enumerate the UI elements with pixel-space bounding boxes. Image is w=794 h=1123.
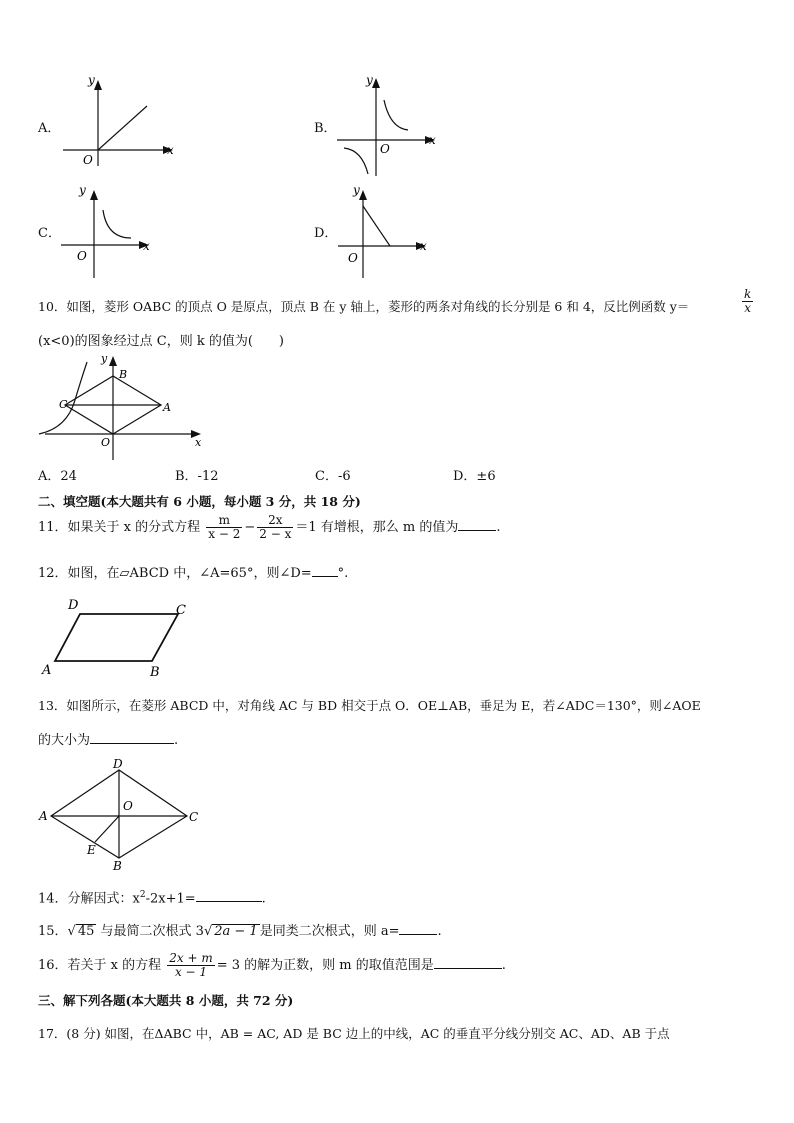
q11-answer-blank[interactable] (458, 518, 496, 531)
section-3-heading: 三、解下列各题(本大题共 8 小题，共 72 分) (38, 993, 294, 1008)
fig-c-label: C (189, 810, 199, 824)
q12 (38, 564, 348, 582)
q13-line2-wrap (38, 731, 178, 749)
q11-f2-num: 2x (257, 514, 293, 528)
q10-choice-d: D．±6 (453, 469, 496, 484)
q12-end: °. (337, 566, 349, 581)
q10-choice-a: A．24 (38, 469, 77, 484)
q13-answer-blank[interactable] (90, 731, 174, 744)
q16-answer-blank[interactable] (434, 956, 502, 969)
option-c-label: C． (38, 226, 61, 241)
q12-text: 12．如图，在▱ABCD 中，∠A=65°，则∠D= (38, 566, 312, 581)
q15-suffix: 是同类二次根式，则 a= (259, 924, 400, 939)
axis-x-label: x (429, 133, 436, 147)
fig-a-label: A (163, 401, 171, 414)
q11-fraction-2 (257, 514, 293, 541)
q16-suffix: = 3 的解为正数，则 m 的取值范围是 (216, 958, 434, 973)
q11-suffix: ＝1 有增根，那么 m 的值为 (295, 520, 459, 535)
sqrt-icon: √ (203, 924, 213, 939)
q16 (38, 952, 506, 979)
q11-f1-num: m (206, 514, 242, 528)
option-b-label: B． (314, 121, 337, 136)
q17-text: 17．(8 分) 如图，在ΔABC 中，AB = AC, AD 是 BC 边上的中线，AC 的垂直平分线分别交 AC、AD、AB 于点 (38, 1026, 670, 1041)
axis-y-label: y (79, 183, 86, 197)
q16-f-den: x − 1 (174, 965, 208, 979)
option-b-graph (332, 70, 447, 180)
q11-f1-den: x − 2 (208, 527, 241, 541)
fig-c-label: C (176, 603, 186, 618)
q10-rhombus-figure (35, 350, 215, 465)
axis-y-label: y (353, 183, 360, 197)
q10-choice-c: C．-6 (315, 469, 351, 484)
fig-d-label: D (113, 757, 123, 771)
fig-o-label: O (123, 799, 133, 813)
q11-end: . (496, 520, 501, 535)
option-d-label: D． (314, 226, 338, 241)
q16-prefix: 16．若关于 x 的方程 (38, 958, 162, 973)
axis-x-label: x (420, 239, 427, 253)
axis-x-label: x (143, 239, 150, 253)
q13-end: . (174, 733, 179, 748)
q12-parallelogram-figure (38, 594, 198, 679)
axis-y-label: y (366, 73, 373, 87)
fig-x-label: x (195, 436, 202, 449)
option-a-graph (55, 70, 185, 170)
fig-e-label: E (87, 843, 96, 857)
origin-label: O (77, 249, 87, 263)
axis-y-label: y (88, 73, 95, 87)
axis-x-label: x (167, 143, 174, 157)
sqrt-icon: √ (67, 924, 76, 939)
q14-answer-blank[interactable] (196, 889, 262, 902)
fig-d-label: D (68, 598, 79, 613)
fig-c-label: C (59, 398, 68, 411)
q11-prefix: 11．如果关于 x 的分式方程 (38, 520, 201, 535)
q10-frac-num: k (744, 287, 752, 301)
q13-rhombus-figure (35, 752, 205, 874)
q16-fraction (167, 952, 214, 979)
option-c-graph (55, 180, 165, 280)
q13-line1: 13．如图所示，在菱形 ABCD 中，对角线 AC 与 BD 相交于点 O．OE⊥AB，垂足为 E，若∠ADC＝130°，则∠AOE (38, 698, 701, 713)
q10-choice-b: B．-12 (175, 469, 219, 484)
q10-fraction (742, 288, 753, 315)
q11-f2-den: 2 − x (259, 527, 292, 541)
fig-a-label: A (42, 663, 52, 678)
q14 (38, 887, 266, 907)
q15-mid: 与最简二次根式 3 (100, 924, 204, 939)
fig-b-label: B (113, 859, 122, 873)
q10-line1: 10．如图，菱形 OABC 的顶点 O 是原点，顶点 B 在 y 轴上，菱形的两条对角线的长分别是 6 和 4，反比例函数 y＝ (38, 299, 690, 314)
origin-label: O (348, 251, 358, 265)
origin-label: O (83, 153, 93, 167)
q13-line2: 的大小为 (38, 733, 91, 748)
q14-end: . (261, 891, 266, 907)
q10-line2: (x<0)的图象经过点 C，则 k 的值为( ) (38, 334, 285, 349)
fig-b-label: B (150, 665, 160, 679)
q15 (38, 922, 442, 940)
section-2-heading: 二、填空题(本大题共有 6 小题，每小题 3 分，共 18 分) (38, 494, 361, 509)
option-a-label: A． (38, 121, 61, 136)
q12-answer-blank[interactable] (312, 564, 338, 577)
fig-a-label: A (39, 809, 48, 823)
option-d-graph (332, 180, 437, 280)
q14-prefix: 14．分解因式：x (38, 891, 140, 907)
q14-sup: 2 (139, 890, 146, 900)
fig-y-label: y (101, 352, 108, 365)
q15-answer-blank[interactable] (399, 922, 437, 935)
q11-minus: − (244, 520, 256, 535)
q14-rest: -2x+1= (145, 891, 196, 907)
q15-rad2: 2a − 1 (214, 924, 258, 939)
origin-label: O (380, 142, 390, 156)
q11 (38, 514, 501, 541)
fig-b-label: B (119, 368, 128, 381)
q15-rad1: 45 (77, 924, 95, 939)
q16-f-num: 2x + m (169, 951, 213, 965)
q16-end: . (501, 958, 506, 973)
q15-end: . (437, 924, 442, 939)
fig-o-label: O (101, 436, 111, 449)
q10-frac-den: x (744, 301, 752, 315)
q11-fraction-1 (206, 514, 242, 541)
q15-prefix: 15． (38, 924, 68, 939)
